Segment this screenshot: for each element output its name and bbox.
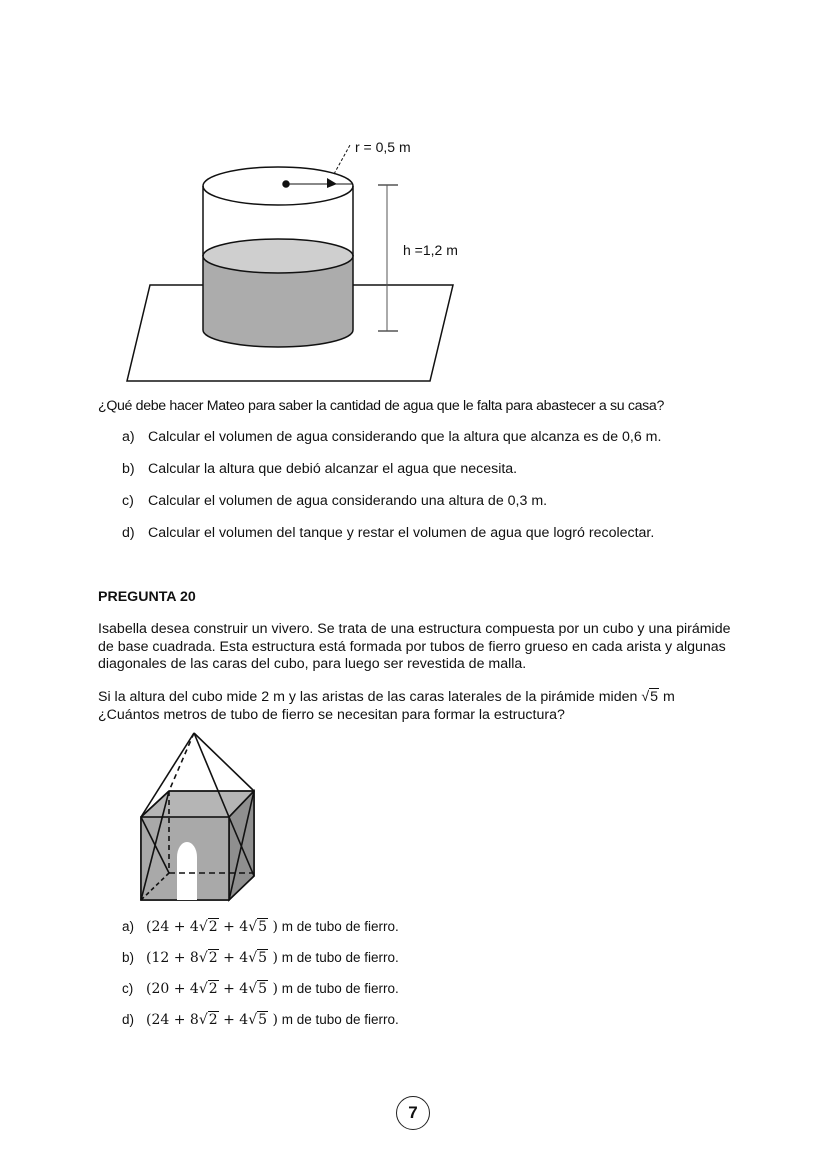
sqrt-value: 5 (258, 981, 268, 997)
option-text: Calcular el volumen del tanque y restar el volumen de agua que logró recolectar. (148, 525, 655, 541)
sqrt-value: 2 (208, 981, 218, 997)
option-label: c) (122, 493, 134, 509)
option-label: d) (122, 525, 135, 541)
formula-part: ) (268, 981, 278, 997)
option-suffix: m de tubo de fierro. (277, 981, 399, 996)
formula-part: (20 + 4 (146, 981, 199, 997)
option-label: a) (122, 429, 135, 445)
option-text: Calcular el volumen de agua considerando una altura de 0,3 m. (148, 493, 548, 509)
q19-option-b[interactable] (122, 461, 517, 477)
option-label: b) (122, 461, 135, 477)
option-text: Calcular la altura que debió alcanzar el agua que necesita. (148, 461, 518, 477)
option-label: c) (122, 981, 134, 996)
question-20-paragraph-2: Si la altura del cubo mide 2 m y las aristas de las caras laterales de la pirámide miden √5 m ¿Cuántos metros de tubo de fierro se necesitan para formar la estructura? (98, 689, 675, 723)
sqrt-value: 2 (208, 919, 218, 935)
formula-part: (12 + 8 (146, 950, 199, 966)
formula-part: + 4 (218, 919, 249, 935)
sqrt-value: 5 (258, 919, 268, 935)
sqrt-value: 5 (650, 689, 659, 705)
question-20-paragraph-1: Isabella desea construir un vivero. Se trata de una estructura compuesta por un cubo y una pirámide de base cuadrada. Esta estructura está formada por tubos de fierro grueso en cada arista y algunas diagonales de las caras del cubo, para luego ser revestida de malla. (98, 621, 731, 672)
question-20-heading: PREGUNTA 20 (98, 589, 196, 605)
formula-part: (24 + 4 (146, 919, 199, 935)
height-label: h =1,2 m (403, 242, 458, 258)
sqrt-value: 5 (258, 950, 268, 966)
para2-unit: m (659, 689, 675, 705)
q20-option-b[interactable]: b) (12 + 8√2 + 4√5 ) m de tubo de fierro. (122, 950, 399, 966)
option-label: b) (122, 950, 135, 965)
greenhouse-cube-pyramid-figure (141, 733, 254, 900)
option-suffix: m de tubo de fierro. (277, 919, 399, 934)
q19-option-d[interactable] (122, 525, 654, 541)
formula-part: ) (268, 950, 278, 966)
question-20-question: ¿Cuántos metros de tubo de fierro se necesitan para formar la estructura? (98, 706, 565, 723)
sqrt-value: 5 (258, 1012, 268, 1028)
q20-option-a[interactable]: a) (24 + 4√2 + 4√5 ) m de tubo de fierro. (122, 919, 399, 935)
option-label: d) (122, 1012, 135, 1027)
option-label: a) (122, 919, 135, 934)
formula-part: (24 + 8 (146, 1012, 199, 1028)
option-text: Calcular el volumen de agua considerando que la altura que alcanza es de 0,6 m. (148, 429, 662, 445)
q20-option-d[interactable]: d) (24 + 8√2 + 4√5 ) m de tubo de fierro. (122, 1012, 399, 1028)
formula-part: ) (268, 919, 278, 935)
para2-text: Si la altura del cubo mide 2 m y las aristas de las caras laterales de la pirámide miden (98, 689, 642, 705)
q20-option-c[interactable]: c) (20 + 4√2 + 4√5 ) m de tubo de fierro. (122, 981, 399, 997)
page-number: 7 (396, 1096, 430, 1130)
question-19-text: ¿Qué debe hacer Mateo para saber la cantidad de agua que le falta para abastecer a su casa? (98, 398, 665, 414)
q19-option-a[interactable] (122, 429, 661, 445)
formula-part: + 4 (218, 981, 249, 997)
sqrt-value: 2 (208, 950, 218, 966)
formula-part: ) (268, 1012, 278, 1028)
q19-option-c[interactable] (122, 493, 547, 509)
sqrt-value: 2 (208, 1012, 218, 1028)
formula-part: + 4 (218, 950, 249, 966)
option-suffix: m de tubo de fierro. (277, 950, 399, 965)
option-suffix: m de tubo de fierro. (277, 1012, 399, 1027)
cylinder-tank-figure (127, 145, 453, 381)
radius-label: r = 0,5 m (355, 139, 411, 155)
formula-part: + 4 (218, 1012, 249, 1028)
